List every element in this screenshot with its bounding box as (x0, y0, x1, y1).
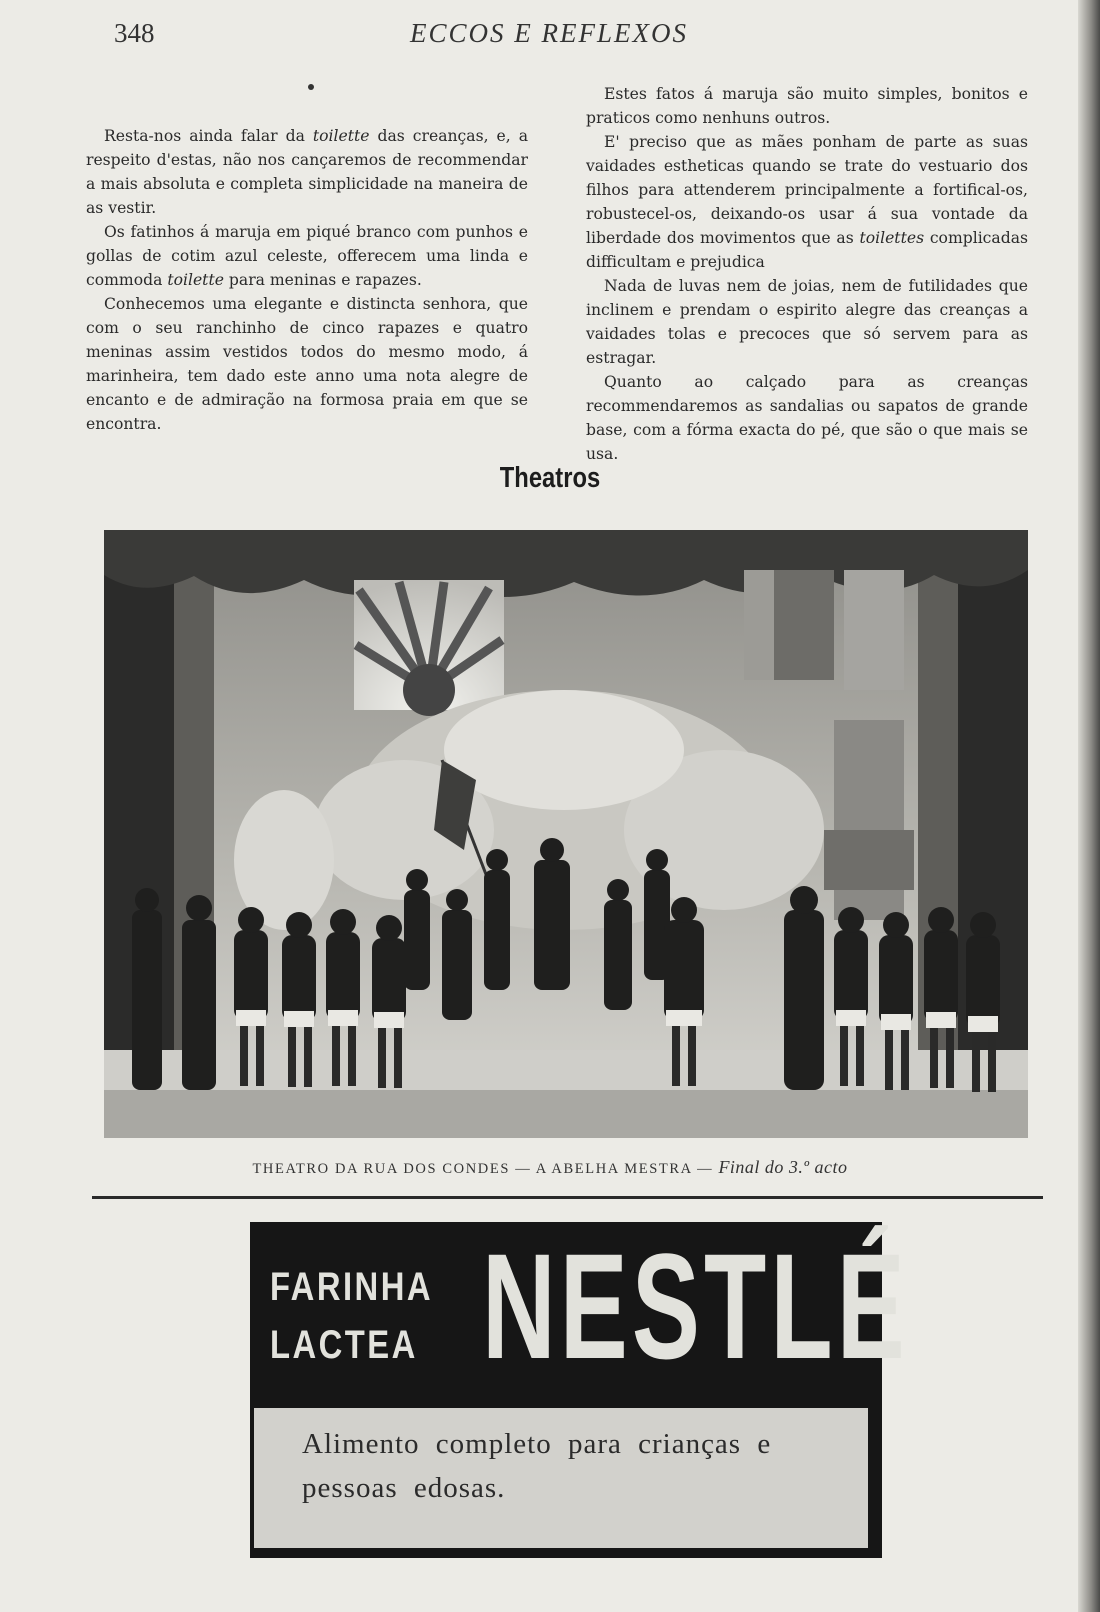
article-paragraph: Quanto ao calçado para as creanças recommendaremos as sandalias ou sapatos de grande base, com a fórma exacta do pé, que são o que mais se usa. (586, 373, 1028, 463)
running-title: ECCOS E REFLEXOS (410, 18, 688, 48)
article-paragraph: Nada de luvas nem de joias, nem de futilidades que inclinem e prendam o espirito alegre das creanças a vaidades tolas e precoces que só servem para as estragar. (586, 277, 1028, 367)
ad-line-2: LACTEA (270, 1323, 418, 1367)
page-binding-shadow (1078, 0, 1100, 1612)
section-title: Theatros (499, 462, 601, 494)
ad-brand-name: NESTLÉ (482, 1222, 909, 1390)
article-right-column (586, 82, 1028, 466)
ad-tagline-box (254, 1408, 868, 1548)
rising-sun-emblem (354, 580, 504, 716)
photo-caption (0, 1157, 1100, 1178)
theatre-photograph (104, 530, 1028, 1138)
article-paragraph: Resta-nos ainda falar da toilette das creanças, e, a respeito d'estas, não nos cançaremos de recommendar a mais absoluta e completa simplicidade na maneira de as vestir. (86, 127, 528, 217)
article-paragraph: Conhecemos uma elegante e distincta senhora, que com o seu ranchinho de cinco rapazes e quatro meninas assim vestidos todos do mesmo modo, á marinheira, tem dado este anno uma nota alegre de encanto e de admiração na formosa praia em que se encontra. (86, 295, 528, 433)
section-ornament-dot (308, 84, 314, 90)
ad-line-1: FARINHA (270, 1265, 434, 1309)
horizontal-rule (92, 1196, 1043, 1199)
ad-tagline: Alimento completo para crianças e pessoas edosas. (302, 1428, 772, 1504)
ad-product-name (270, 1258, 433, 1374)
caption-main: THEATRO DA RUA DOS CONDES — A ABELHA MESTRA — (252, 1161, 714, 1177)
article-paragraph: E' preciso que as mães ponham de parte as suas vaidades estheticas quando se trate do vestuario dos filhos para attenderem principalmente a fortifical-os, robustecel-os, deixando-os usar á sua vontade da liberdade dos movimentos que as toilettes complicadas difficultam e prejudica (586, 133, 1028, 271)
caption-italic: Final do 3.º acto (718, 1157, 848, 1177)
page-number: 348 (114, 18, 155, 48)
article-paragraph: Estes fatos á maruja são muito simples, bonitos e praticos como nenhuns outros. (586, 85, 1028, 127)
page-header (0, 14, 1100, 54)
article-left-column (86, 124, 528, 436)
article-paragraph: Os fatinhos á maruja em piqué branco com punhos e gollas de cotim azul celeste, offerecem uma linda e commoda toilette para meninas e rapazes. (86, 223, 528, 289)
nestle-advertisement (250, 1222, 909, 1558)
